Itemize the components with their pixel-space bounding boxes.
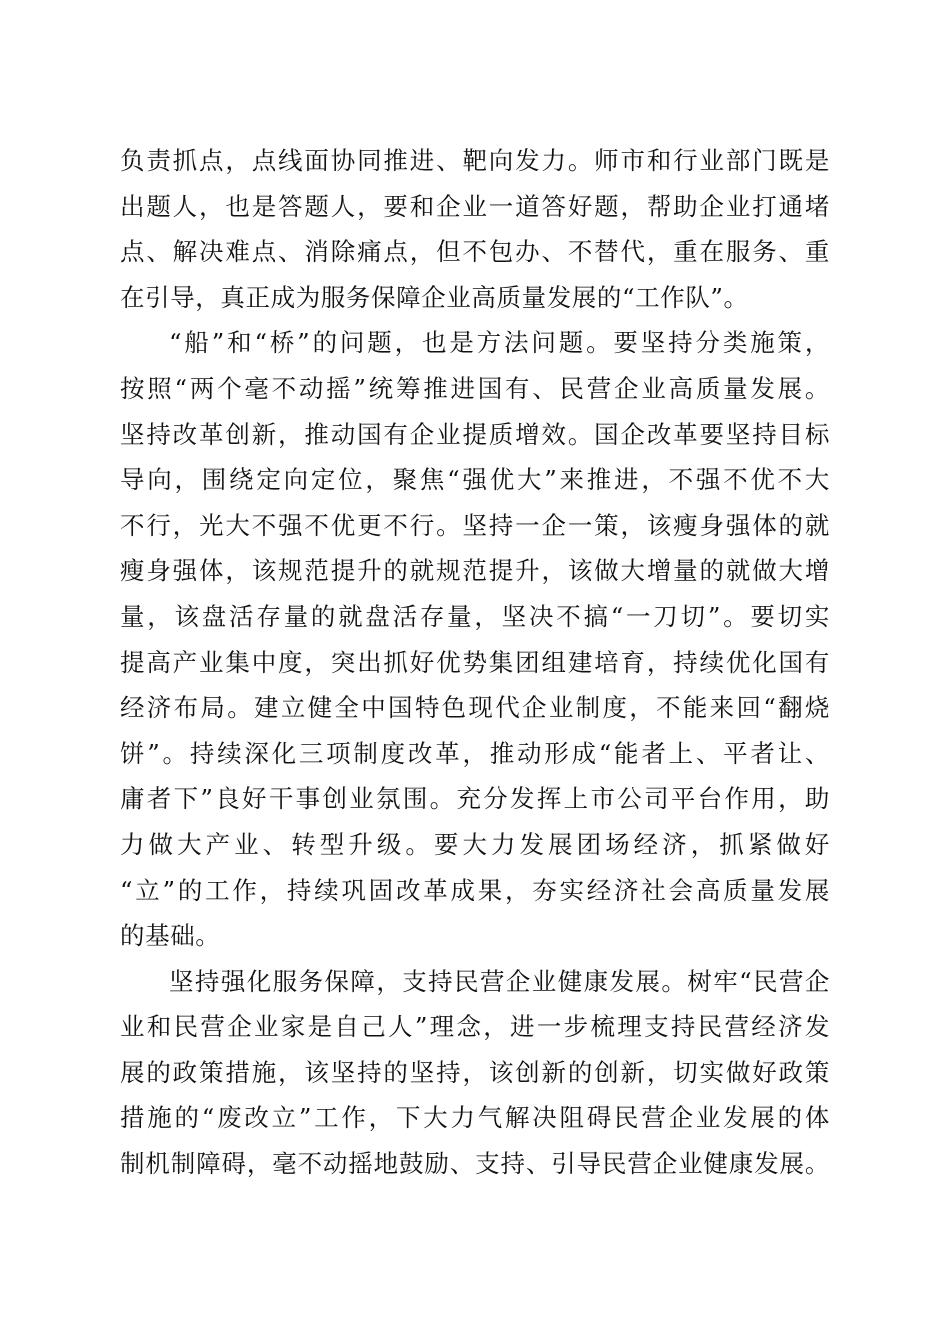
text-line: 负责抓点，点线面协同推进、靶向发力。师市和行业部门既是 — [120, 146, 830, 175]
paragraph — [120, 959, 830, 1187]
text-line: 制机制障碍，毫不动摇地鼓励、支持、引导民营企业健康发展。 — [120, 1149, 830, 1179]
text-line: 提高产业集中度，突出抓好优势集团组建培育，持续优化国有 — [120, 647, 830, 677]
text-line: 量，该盘活存量的就盘活存量，坚决不搞“一刀切”。要切实 — [120, 601, 830, 631]
text-line: “船”和“桥”的问题，也是方法问题。要坚持分类施策， — [169, 328, 830, 358]
text-line: 饼”。持续深化三项制度改革，推动形成“能者上、平者让、 — [120, 738, 830, 768]
text-line: “立”的工作，持续巩固改革成果，夯实经济社会高质量发展 — [120, 875, 830, 905]
body-text — [120, 138, 830, 1187]
paragraph — [120, 138, 830, 320]
text-line: 导向，围绕定向定位，聚焦“强优大”来推进，不强不优不大 — [120, 465, 830, 495]
text-line: 措施的“废改立”工作，下大力气解决阻碍民营企业发展的体 — [120, 1103, 830, 1133]
text-line: 点、解决难点、消除痛点，但不包办、不替代，重在服务、重 — [120, 237, 830, 267]
text-line: 瘦身强体，该规范提升的就规范提升，该做大增量的就做大增 — [120, 556, 830, 586]
text-line: 按照“两个毫不动摇”统筹推进国有、民营企业高质量发展。 — [120, 373, 830, 403]
text-line: 展的政策措施，该坚持的坚持，该创新的创新，切实做好政策 — [120, 1057, 830, 1087]
text-line: 坚持强化服务保障，支持民营企业健康发展。树牢“民营企 — [169, 966, 830, 996]
text-line: 的基础。 — [120, 921, 221, 951]
text-line: 业和民营企业家是自己人”理念，进一步梳理支持民营经济发 — [120, 1012, 830, 1042]
text-line: 出题人，也是答题人，要和企业一道答好题，帮助企业打通堵 — [120, 191, 830, 221]
paragraph — [120, 320, 830, 958]
text-line: 不行，光大不强不优更不行。坚持一企一策，该瘦身强体的就 — [120, 510, 830, 540]
text-line: 庸者下”良好干事创业氛围。充分发挥上市公司平台作用，助 — [120, 784, 830, 814]
text-line: 坚持改革创新，推动国有企业提质增效。国企改革要坚持目标 — [120, 419, 830, 449]
text-line: 经济布局。建立健全中国特色现代企业制度，不能来回“翻烧 — [120, 693, 830, 723]
text-line: 在引导，真正成为服务保障企业高质量发展的“工作队”。 — [120, 282, 749, 312]
text-line: 力做大产业、转型升级。要大力发展团场经济，抓紧做好 — [120, 829, 830, 859]
